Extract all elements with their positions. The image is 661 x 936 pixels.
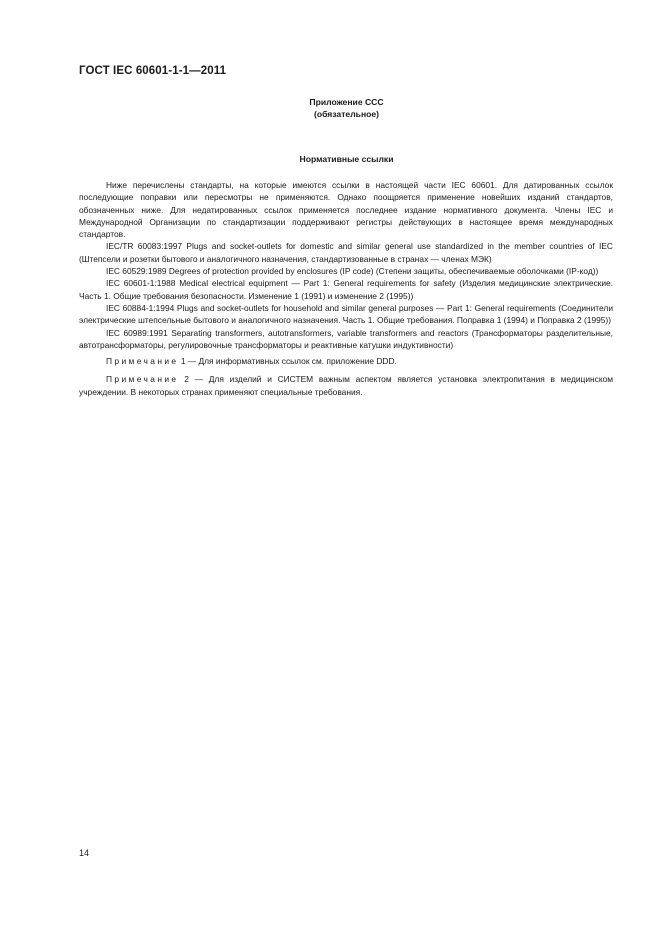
annex-title: Приложение ССС [309, 97, 384, 107]
note-label: Примечание [106, 356, 179, 367]
reference-item: IEC 60989:1991 Separating transformers, autotransformers, variable transformers and reactors (Трансформаторы разделительные, автотрансформаторы, регулировочные трансформаторы и реактивные катушки индуктивности) [79, 327, 613, 350]
reference-item: IEC 60601-1:1988 Medical electrical equipment — Part 1: General requirements for safety (Изделия медицинские электрические. Часть 1. Общие требования безопасности. Изменение 1 (1991) и изменение 2 (1995)) [79, 278, 613, 301]
intro-paragraph: Ниже перечислены стандарты, на которые имеются ссылки в настоящей части IEC 60601. Для датированных ссылок последующие поправки или пересмотры не применяются. Однако поощряется применение новейших изданий стандартов, обозначенных ниже. Для недатированных ссылок применяется последнее издание нормативного документа. Члены IEC и Международной Организации по стандартизации поддерживают регистры действующих в настоящее время международных стандартов. [79, 180, 613, 240]
note-1 [79, 355, 613, 367]
note-text: 1 — Для информативных ссылок см. приложение DDD. [180, 356, 397, 367]
annex-heading [0, 96, 661, 120]
section-title: Нормативные ссылки [299, 154, 394, 164]
page-number: 14 [79, 848, 90, 858]
reference-item: IEC 60884-1:1994 Plugs and socket-outlets for household and similar general purposes — Part 1: General requirements (Соединители электрические штепсельные бытового и аналогичного назначения. Часть 1. Общие требования. Поправка 1 (1994) и Поправка 2 (1995)) [79, 302, 613, 326]
note-label: Примечание [106, 374, 179, 385]
annex-status: (обязательное) [313, 109, 380, 119]
note-text: 2 — Для изделий и СИСТЕМ важным аспектом является установка электропитания в медицинском учреждении. В некоторых странах применяют специальные требования. [79, 374, 614, 397]
reference-item: IEC 60529:1989 Degrees of protection provided by enclosures (IP code) (Степени защиты, обеспечиваемые оболочками (IP-код)) [106, 266, 599, 277]
document-body [79, 179, 613, 398]
note-2 [79, 373, 613, 398]
reference-item: IEC/TR 60083:1997 Plugs and socket-outlets for domestic and similar general use standardized in the member countries of IEC (Штепсели и розетки бытового и аналогичного назначения, стандартизованные в странах — членах МЭК) [79, 241, 613, 264]
document-header: ГОСТ IEC 60601-1-1—2011 [79, 65, 227, 77]
